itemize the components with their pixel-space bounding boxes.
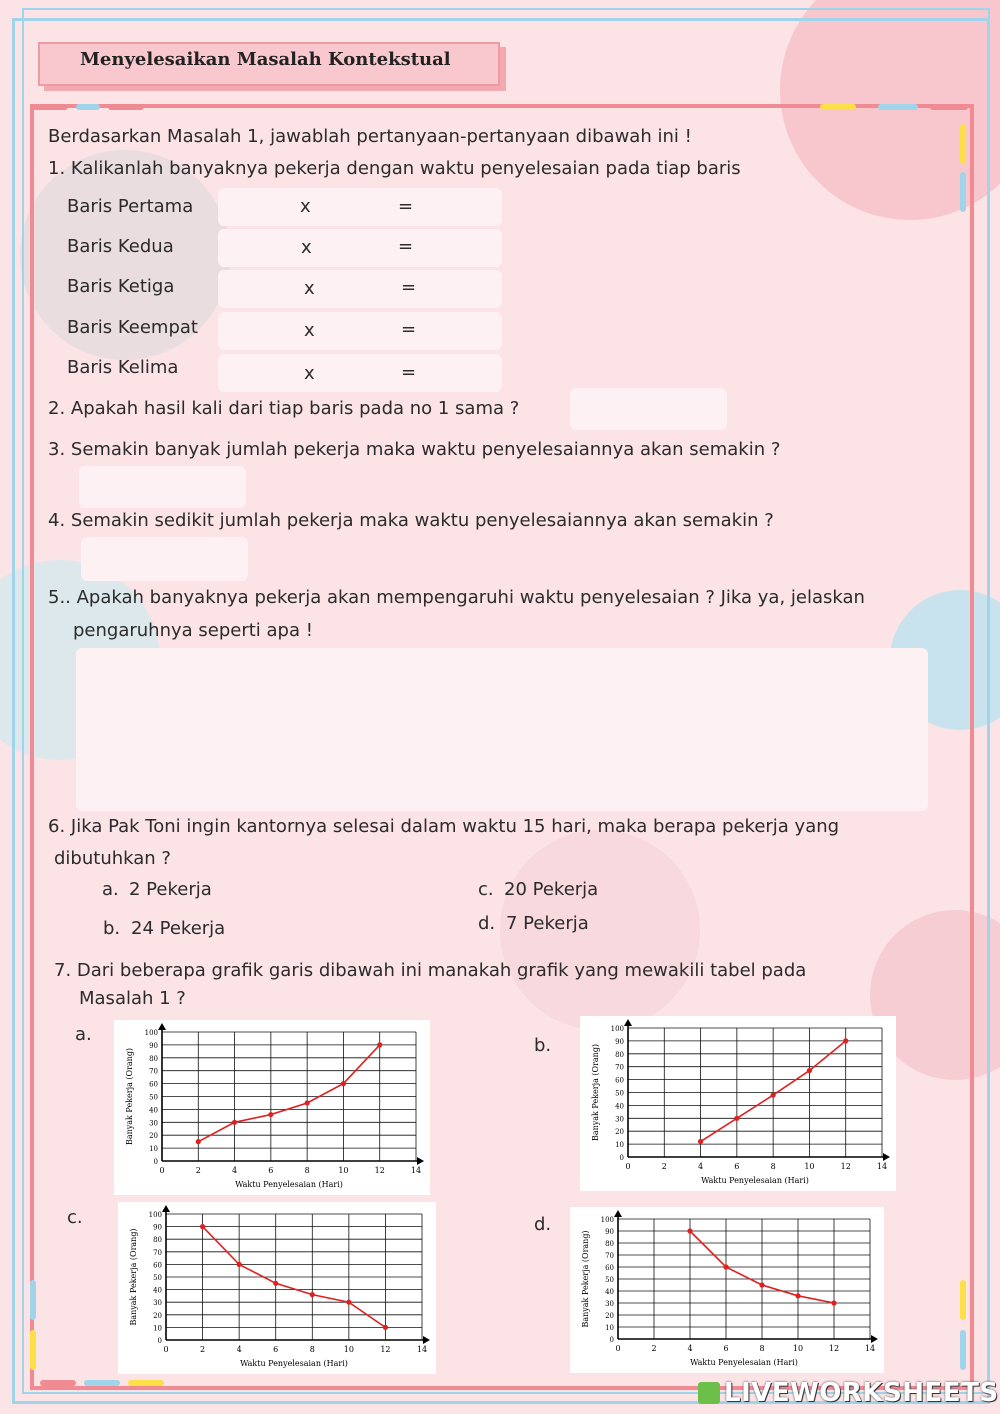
equals-sign: = xyxy=(398,236,414,257)
q1-row-answer-box[interactable] xyxy=(218,229,502,267)
y-tick-label: 60 xyxy=(153,1261,162,1270)
y-tick-label: 90 xyxy=(615,1037,624,1046)
q1-row-label: Baris Kedua xyxy=(67,236,174,257)
x-axis-label: Waktu Penyelesaian (Hari) xyxy=(235,1180,343,1189)
y-tick-label: 90 xyxy=(149,1041,158,1050)
q3-text: 3. Semakin banyak jumlah pekerja maka waktu penyelesaiannya akan semakin ? xyxy=(48,439,781,460)
data-point xyxy=(807,1068,812,1073)
option-text: 20 Pekerja xyxy=(504,879,599,900)
x-tick-label: 14 xyxy=(416,1345,428,1354)
data-point xyxy=(196,1139,201,1144)
x-tick-label: 8 xyxy=(309,1345,315,1354)
y-tick-label: 60 xyxy=(615,1076,624,1085)
y-tick-label: 50 xyxy=(605,1276,614,1284)
y-axis-label: Banyak Pekerja (Orang) xyxy=(125,1047,134,1146)
y-tick-label: 100 xyxy=(600,1216,614,1224)
option-letter: d. xyxy=(478,913,496,934)
chart-c-svg xyxy=(118,1202,436,1374)
x-tick-label: 6 xyxy=(268,1166,274,1175)
page-title: Menyelesaikan Masalah Kontekstual xyxy=(80,49,451,70)
y-tick-label: 20 xyxy=(149,1132,158,1141)
data-point xyxy=(795,1293,800,1298)
y-axis-arrow xyxy=(162,1205,170,1212)
x-tick-label: 8 xyxy=(304,1166,310,1175)
decor-stick xyxy=(820,104,856,110)
x-tick-label: 4 xyxy=(698,1162,704,1171)
y-tick-label: 40 xyxy=(615,1102,624,1111)
x-tick-label: 4 xyxy=(232,1166,238,1175)
x-tick-label: 0 xyxy=(159,1166,165,1175)
y-tick-label: 80 xyxy=(615,1050,624,1059)
x-tick-label: 14 xyxy=(876,1162,888,1171)
x-tick-label: 0 xyxy=(615,1344,621,1353)
y-axis-label: Banyak Pekerja (Orang) xyxy=(581,1230,590,1328)
watermark: LIVEWORKSHEETS xyxy=(724,1378,999,1408)
data-point xyxy=(305,1100,310,1105)
option-text: 2 Pekerja xyxy=(129,879,212,900)
y-tick-label: 20 xyxy=(153,1311,162,1320)
y-tick-label: 20 xyxy=(605,1312,614,1320)
y-tick-label: 50 xyxy=(615,1089,624,1098)
y-tick-label: 80 xyxy=(153,1236,162,1245)
q1-row-label: Baris Ketiga xyxy=(67,276,175,297)
data-point xyxy=(341,1081,346,1086)
y-tick-label: 80 xyxy=(149,1054,158,1063)
x-tick-label: 12 xyxy=(828,1344,840,1353)
data-point xyxy=(771,1092,776,1097)
x-tick-label: 2 xyxy=(200,1345,206,1354)
y-axis-label: Banyak Pekerja (Orang) xyxy=(591,1043,600,1142)
y-tick-label: 10 xyxy=(615,1141,624,1150)
q6-text-line2: dibutuhkan ? xyxy=(54,848,171,869)
y-tick-label: 100 xyxy=(148,1211,162,1219)
data-point xyxy=(734,1116,739,1121)
y-tick-label: 30 xyxy=(153,1299,162,1308)
x-tick-label: 10 xyxy=(804,1162,815,1171)
q1-text: 1. Kalikanlah banyaknya pekerja dengan waktu penyelesaian pada tiap baris xyxy=(48,158,741,179)
y-tick-label: 30 xyxy=(149,1119,158,1128)
x-tick-label: 12 xyxy=(380,1345,391,1354)
x-tick-label: 2 xyxy=(651,1344,657,1353)
equals-sign: = xyxy=(401,362,417,383)
data-point xyxy=(377,1042,382,1047)
data-point xyxy=(346,1300,351,1305)
decor-stick xyxy=(960,1280,966,1320)
x-tick-label: 4 xyxy=(687,1344,693,1353)
data-point xyxy=(759,1282,764,1287)
x-axis-label: Waktu Penyelesaian (Hari) xyxy=(690,1358,798,1367)
y-tick-label: 90 xyxy=(605,1228,614,1236)
q5-text-line1: 5.. Apakah banyaknya pekerja akan mempengaruhi waktu penyelesaian ? Jika ya, jelaskan xyxy=(48,587,865,608)
q1-row-answer-box[interactable] xyxy=(218,354,502,392)
option-letter: b. xyxy=(103,918,121,939)
data-point xyxy=(831,1300,836,1305)
x-tick-label: 4 xyxy=(236,1345,242,1354)
x-tick-label: 2 xyxy=(661,1162,667,1171)
y-tick-label: 0 xyxy=(619,1154,624,1162)
x-axis-arrow xyxy=(417,1157,424,1165)
y-tick-label: 60 xyxy=(149,1080,158,1089)
y-tick-label: 70 xyxy=(605,1252,614,1260)
q7-text-line1: 7. Dari beberapa grafik garis dibawah ini manakah grafik yang mewakili tabel pada xyxy=(54,960,807,981)
x-axis-arrow xyxy=(883,1153,890,1161)
data-point xyxy=(843,1038,848,1043)
chart-option-label: b. xyxy=(534,1035,552,1056)
y-tick-label: 10 xyxy=(153,1324,162,1333)
x-tick-label: 2 xyxy=(195,1166,201,1175)
data-point xyxy=(200,1224,205,1229)
intro-text: Berdasarkan Masalah 1, jawablah pertanyaan-pertanyaan dibawah ini ! xyxy=(48,126,692,147)
data-point xyxy=(698,1139,703,1144)
y-tick-label: 30 xyxy=(605,1300,614,1308)
option-letter: c. xyxy=(478,879,494,900)
y-axis-label: Banyak Pekerja (Orang) xyxy=(129,1228,138,1326)
times-sign: x xyxy=(304,363,315,384)
x-tick-label: 0 xyxy=(163,1345,169,1354)
option-text: 24 Pekerja xyxy=(131,918,226,939)
option-letter: a. xyxy=(102,879,119,900)
q2-text: 2. Apakah hasil kali dari tiap baris pada no 1 sama ? xyxy=(48,398,520,419)
chart-d[interactable] xyxy=(570,1207,884,1373)
chart-d-svg xyxy=(570,1207,884,1373)
y-tick-label: 0 xyxy=(157,1337,162,1345)
data-point xyxy=(383,1325,388,1330)
decor-stick xyxy=(930,104,968,110)
x-tick-label: 6 xyxy=(734,1162,740,1171)
y-tick-label: 80 xyxy=(605,1240,614,1248)
chart-option-label: d. xyxy=(534,1214,552,1235)
chart-a-svg xyxy=(114,1020,430,1195)
q3-answer-box[interactable] xyxy=(79,466,246,508)
decor-stick xyxy=(30,1330,36,1370)
y-tick-label: 50 xyxy=(149,1093,158,1102)
decor-stick xyxy=(76,104,100,110)
times-sign: x xyxy=(304,320,315,341)
y-tick-label: 70 xyxy=(149,1067,158,1076)
y-tick-label: 10 xyxy=(149,1145,158,1154)
y-tick-label: 70 xyxy=(615,1063,624,1072)
decor-stick xyxy=(960,1330,966,1370)
x-tick-label: 14 xyxy=(410,1166,422,1175)
y-tick-label: 70 xyxy=(153,1248,162,1257)
chart-b[interactable] xyxy=(580,1016,896,1191)
liveworksheets-logo-icon xyxy=(698,1382,720,1404)
y-axis-arrow xyxy=(158,1023,166,1030)
y-tick-label: 20 xyxy=(615,1128,624,1137)
equals-sign: = xyxy=(398,196,414,217)
q1-row-answer-box[interactable] xyxy=(218,270,502,308)
y-tick-label: 100 xyxy=(610,1025,624,1033)
q5-answer-area[interactable] xyxy=(76,648,928,811)
q6-text-line1: 6. Jika Pak Toni ingin kantornya selesai dalam waktu 15 hari, maka berapa pekerja yang xyxy=(48,816,840,837)
q4-text: 4. Semakin sedikit jumlah pekerja maka waktu penyelesaiannya akan semakin ? xyxy=(48,510,774,531)
times-sign: x xyxy=(301,237,312,258)
data-point xyxy=(723,1264,728,1269)
x-tick-label: 10 xyxy=(343,1345,354,1354)
y-tick-label: 40 xyxy=(149,1106,158,1115)
y-tick-label: 0 xyxy=(609,1336,614,1344)
times-sign: x xyxy=(300,196,311,217)
q1-row-answer-box[interactable] xyxy=(218,312,502,350)
y-axis-arrow xyxy=(624,1019,632,1026)
q4-answer-box[interactable] xyxy=(81,537,248,581)
data-point xyxy=(687,1228,692,1233)
y-tick-label: 30 xyxy=(615,1115,624,1124)
y-tick-label: 10 xyxy=(605,1324,614,1332)
q1-row-label: Baris Kelima xyxy=(67,357,179,378)
y-tick-label: 50 xyxy=(153,1274,162,1282)
chart-option-label: c. xyxy=(67,1207,83,1228)
decor-stick xyxy=(960,172,966,212)
decor-stick xyxy=(878,104,918,110)
decor-stick xyxy=(128,1380,164,1386)
decor-stick xyxy=(108,104,144,110)
x-tick-label: 0 xyxy=(625,1162,631,1171)
x-axis-arrow xyxy=(871,1335,878,1343)
x-tick-label: 8 xyxy=(759,1344,765,1353)
data-point xyxy=(273,1281,278,1286)
equals-sign: = xyxy=(401,319,417,340)
q1-row-label: Baris Pertama xyxy=(67,196,194,217)
x-tick-label: 8 xyxy=(770,1162,776,1171)
chart-c[interactable] xyxy=(118,1202,436,1374)
chart-option-label: a. xyxy=(75,1024,92,1045)
y-tick-label: 0 xyxy=(153,1158,158,1166)
y-tick-label: 100 xyxy=(144,1029,158,1037)
x-axis-arrow xyxy=(423,1336,430,1344)
option-text: 7 Pekerja xyxy=(506,913,589,934)
data-point xyxy=(310,1292,315,1297)
decor-stick xyxy=(84,1380,120,1386)
y-tick-label: 40 xyxy=(153,1286,162,1295)
q7-text-line2: Masalah 1 ? xyxy=(79,988,186,1009)
data-point xyxy=(237,1262,242,1267)
x-tick-label: 12 xyxy=(374,1166,385,1175)
x-tick-label: 6 xyxy=(723,1344,729,1353)
chart-a[interactable] xyxy=(114,1020,430,1195)
x-tick-label: 10 xyxy=(792,1344,804,1353)
chart-b-svg xyxy=(580,1016,896,1191)
x-tick-label: 6 xyxy=(273,1345,279,1354)
x-tick-label: 10 xyxy=(338,1166,349,1175)
data-point xyxy=(268,1112,273,1117)
y-tick-label: 60 xyxy=(605,1264,614,1272)
x-axis-label: Waktu Penyelesaian (Hari) xyxy=(240,1359,348,1368)
q1-row-answer-box[interactable] xyxy=(218,188,502,226)
decor-stick xyxy=(40,1380,76,1386)
x-axis-label: Waktu Penyelesaian (Hari) xyxy=(701,1176,809,1185)
q1-row-label: Baris Keempat xyxy=(67,317,198,338)
series-line xyxy=(198,1045,379,1142)
y-tick-label: 40 xyxy=(605,1288,614,1296)
decor-stick xyxy=(30,1280,36,1320)
data-point xyxy=(232,1120,237,1125)
x-tick-label: 12 xyxy=(840,1162,851,1171)
y-axis-arrow xyxy=(614,1210,622,1217)
decor-stick xyxy=(32,104,68,110)
y-tick-label: 90 xyxy=(153,1223,162,1232)
x-tick-label: 14 xyxy=(864,1344,876,1353)
q5-text-line2: pengaruhnya seperti apa ! xyxy=(73,620,313,641)
equals-sign: = xyxy=(401,277,417,298)
times-sign: x xyxy=(304,278,315,299)
q2-answer-box[interactable] xyxy=(570,388,727,430)
decor-stick xyxy=(960,124,966,164)
